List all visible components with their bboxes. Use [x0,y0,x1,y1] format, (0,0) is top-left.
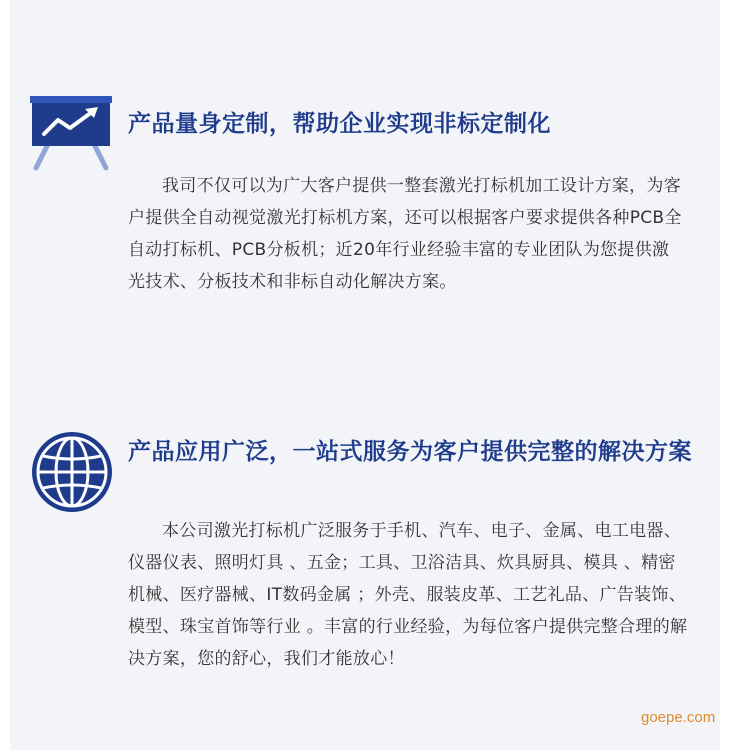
globe-icon [30,430,114,514]
section-body: 本公司激光打标机广泛服务于手机、汽车、电子、金属、电工电器、仪器仪表、照明灯具 、五金；工具、卫浴洁具、炊具厨具、模具 、精密机械、医疗器械、IT数码金属 ；外壳、服装皮革、工艺礼品、广告装饰、模型、珠宝首饰等行业 。丰富的行业经验，为每位客户提供完整合理的解决方案，您的舒心，我们才能放心！ [128,521,688,669]
section-title: 产品量身定制，帮助企业实现非标定制化 [128,111,551,137]
chart-board-icon [30,94,112,174]
section-body: 我司不仅可以为广大客户提供一整套激光打标机加工设计方案，为客户提供全自动视觉激光打标机方案，还可以根据客户要求提供各种PCB全自动打标机、PCB分板机；近20年行业经验丰富的专业团队为您提供激光技术、分板技术和非标自动化解决方案。 [128,176,682,292]
section-title: 产品应用广泛，一站式服务为客户提供完整的解决方案 [128,439,692,465]
watermark: goepe.com [641,709,716,726]
